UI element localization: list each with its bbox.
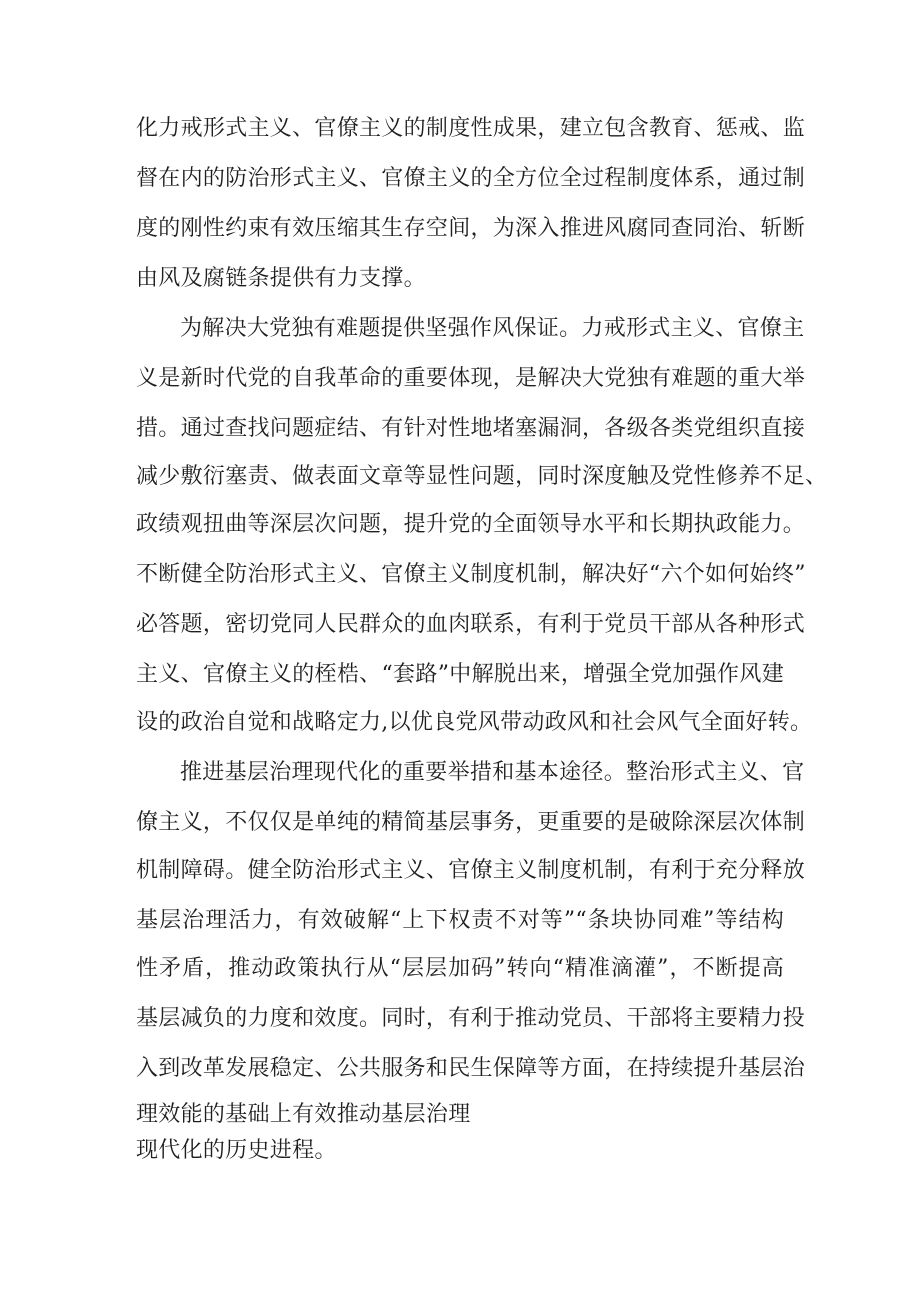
text-line: 由风及腐链条提供有力支撑。: [136, 266, 426, 291]
text-line: 减少敷衍塞责、做表面文章等显性问题，同时深度触及党性修养不足、: [136, 464, 828, 489]
text-line: 机制障碍。健全防治形式主义、官僚主义制度机制，有利于充分释放: [136, 858, 806, 883]
text-line: 理效能的基础上有效推动基层治理: [136, 1102, 471, 1127]
text-line: 入到改革发展稳定、公共服务和民生保障等方面，在持续提升基层治: [136, 1056, 806, 1081]
text-line: 政绩观扭曲等深层次问题，提升党的全面领导水平和长期执政能力。: [136, 512, 806, 537]
paragraph-first-line: 为解决大党独有难题提供坚强作风保证。力戒形式主义、官僚主: [180, 316, 805, 341]
text-line: 主义、官僚主义的桎梏、“套路”中解脱出来，增强全党加强作风建: [136, 662, 784, 687]
text-line: 化力戒形式主义、官僚主义的制度性成果，建立包含教育、惩戒、监: [136, 116, 806, 141]
text-line: 不断健全防治形式主义、官僚主义制度机制，解决好“六个如何始终”: [136, 562, 806, 587]
text-line: 措。通过查找问题症结、有针对性地堵塞漏洞，各级各类党组织直接: [136, 416, 806, 441]
text-line: 基层减负的力度和效度。同时，有利于推动党员、干部将主要精力投: [136, 1006, 806, 1031]
text-line: 必答题，密切党同人民群众的血肉联系，有利于党员干部从各种形式: [136, 612, 806, 637]
text-line: 基层治理活力，有效破解“上下权责不对等”“条块协同难”等结构: [136, 908, 784, 933]
text-line: 督在内的防治形式主义、官僚主义的全方位全过程制度体系，通过制: [136, 166, 806, 191]
text-line: 度的刚性约束有效压缩其生存空间，为深入推进风腐同查同治、斩断: [136, 216, 806, 241]
text-line: 性矛盾，推动政策执行从“层层加码”转向“精准滴灌”，不断提高: [136, 956, 784, 981]
text-line: 现代化的历史进程。: [136, 1138, 337, 1163]
text-line: 僚主义，不仅仅是单纯的精简基层事务，更重要的是破除深层次体制: [136, 810, 806, 835]
text-line: 设的政治自觉和战略定力,以优良党风带动政风和社会风气全面好转。: [136, 710, 813, 735]
text-line: 义是新时代党的自我革命的重要体现，是解决大党独有难题的重大举: [136, 366, 806, 391]
paragraph-first-line: 推进基层治理现代化的重要举措和基本途径。整治形式主义、官: [180, 760, 805, 785]
